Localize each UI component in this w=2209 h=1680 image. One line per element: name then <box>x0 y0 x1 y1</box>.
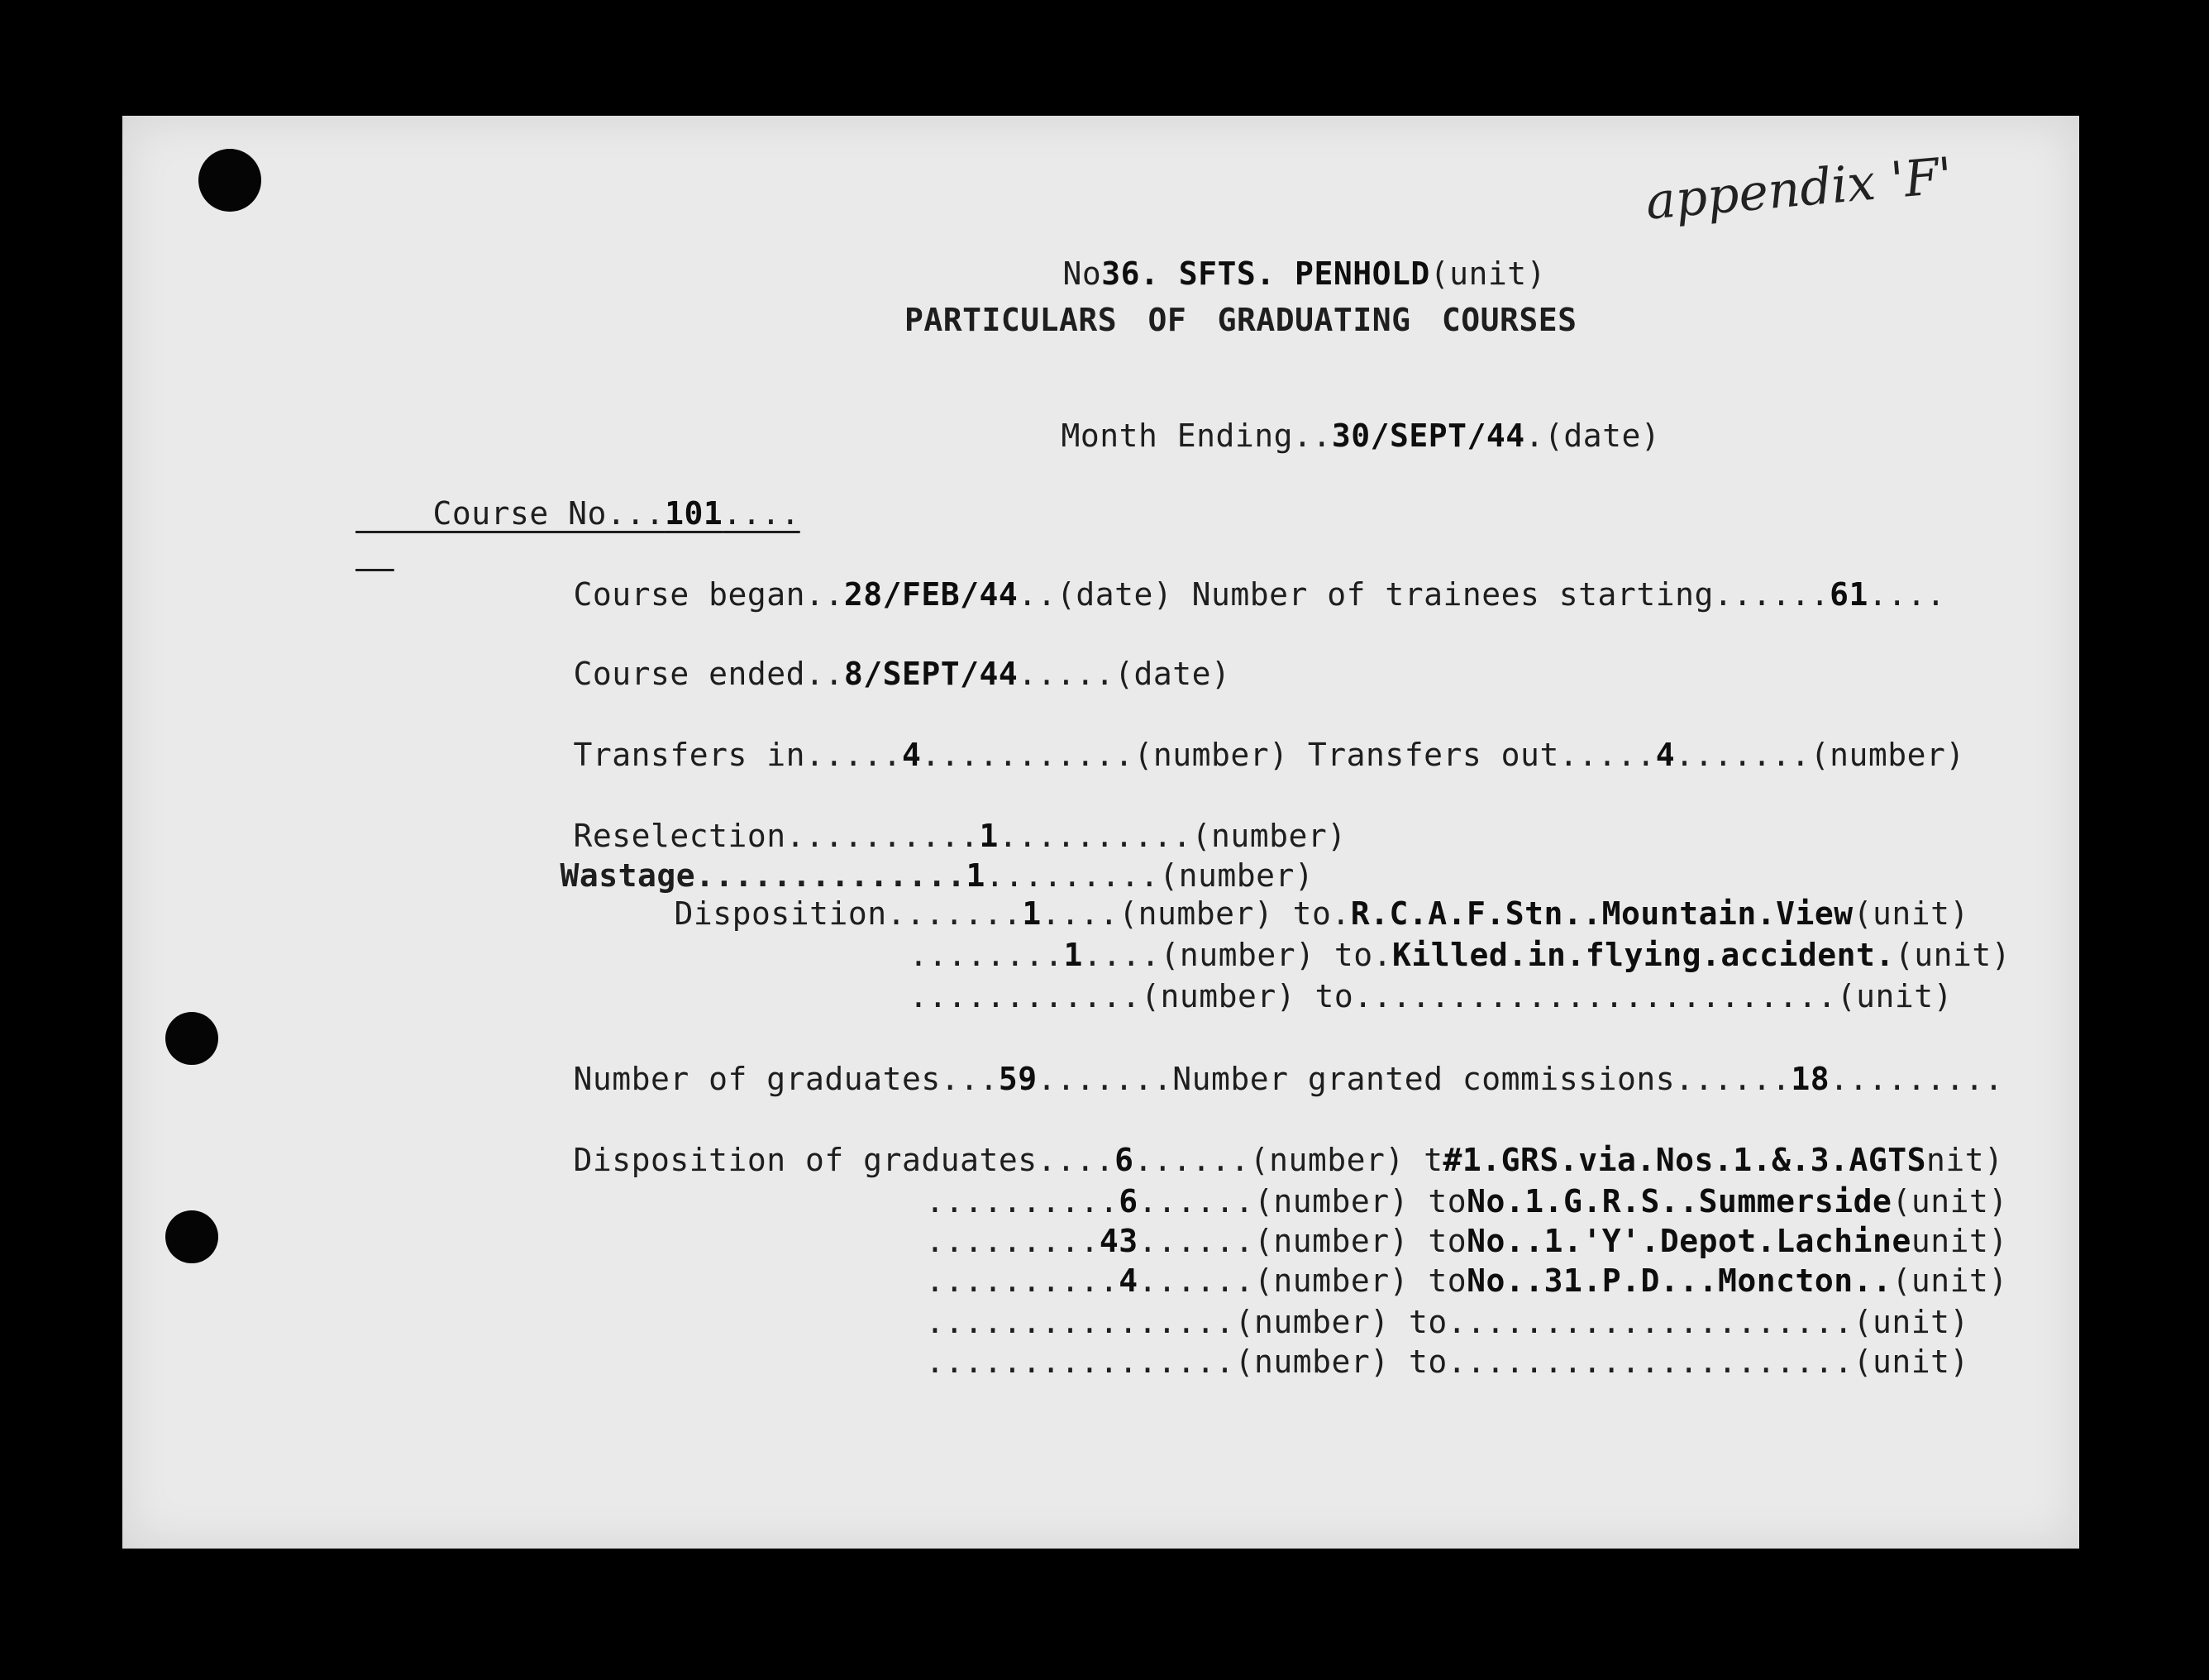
row-mid: ....(number) to. <box>1041 895 1351 932</box>
row-end: (unit) <box>1853 895 1969 932</box>
document-title: PARTICULARS OF GRADUATING COURSES <box>904 302 1577 338</box>
row-unit: No..1.'Y'.Depot.Lachine <box>1467 1223 1911 1259</box>
month-value: 30/SEPT/44 <box>1331 418 1525 454</box>
transfers-in-value: 4 <box>901 737 922 773</box>
punch-hole-bottom <box>165 1210 218 1263</box>
row-mid: (number) to <box>1234 1344 1448 1380</box>
ended-trail: .....(date) <box>1018 656 1231 692</box>
row-end: (unit) <box>1892 1262 2008 1299</box>
row-number: 1 <box>1063 937 1083 973</box>
row-mid: ......(number) t <box>1133 1142 1443 1178</box>
row-lead: .......... <box>925 1183 1119 1219</box>
month-suffix: .(date) <box>1524 418 1661 454</box>
row-unit: No..31.P.D...Moncton.. <box>1467 1262 1892 1299</box>
month-ending-line <box>984 379 1660 493</box>
reselection-value: 1 <box>979 818 999 854</box>
graduates-mid: .......Number granted commissions...... <box>1037 1061 1792 1097</box>
reselection-label: Reselection.......... <box>573 818 980 854</box>
row-end: (unit) <box>1894 937 2011 973</box>
month-prefix: Month Ending.. <box>1061 418 1332 454</box>
transfers-mid: ...........(number) Transfers out..... <box>921 737 1656 773</box>
row-end: (unit) <box>1892 1183 2008 1219</box>
course-label: Course No... <box>432 495 666 532</box>
row-unit: ......................... <box>1353 978 1837 1014</box>
graduate-disposition-label: Disposition of graduates.... <box>573 1142 1115 1178</box>
course-number: 101 <box>665 495 723 532</box>
began-date: 28/FEB/44 <box>843 576 1019 613</box>
graduates-label: Number of graduates... <box>573 1061 999 1097</box>
row-unit: No.1.G.R.S..Summerside <box>1467 1183 1892 1219</box>
transfers-out-value: 4 <box>1655 737 1676 773</box>
began-mid: ..(date) Number of trainees starting...... <box>1018 576 1830 613</box>
punch-hole-middle <box>165 1012 218 1065</box>
row-number: 6 <box>1119 1183 1138 1219</box>
handwritten-appendix-note: appendix 'F' <box>1644 146 1955 231</box>
unit-value: 36. SFTS. PENHOLD <box>1101 255 1430 292</box>
row-end: nit) <box>1926 1142 2004 1178</box>
ended-date: 8/SEPT/44 <box>843 656 1019 692</box>
punch-hole-top <box>198 149 261 212</box>
row-unit: Killed.in.flying.accident. <box>1391 937 1895 973</box>
graduates-trail: ......... <box>1830 1061 2004 1097</box>
wastage-value: 1 <box>966 857 985 894</box>
row-lead: ................ <box>925 1344 1235 1380</box>
row-end: unit) <box>1911 1223 2008 1259</box>
row-mid: ......(number) to <box>1138 1183 1467 1219</box>
row-end: (unit) <box>1836 978 1953 1014</box>
reselection-trail: ..........(number) <box>998 818 1347 854</box>
transfers-in-label: Transfers in..... <box>573 737 902 773</box>
wastage-trail: .........(number) <box>985 857 1314 894</box>
wastage-label: Wastage.............. <box>560 857 966 894</box>
course-trail: .... <box>723 495 800 532</box>
graduate-disposition-row <box>848 1305 1969 1419</box>
row-lead: ......... <box>925 1223 1100 1259</box>
transfers-trail: .......(number) <box>1675 737 1965 773</box>
document-sheet <box>122 116 2079 1549</box>
row-mid: (number) to <box>1141 978 1354 1014</box>
row-lead: ............ <box>909 978 1142 1014</box>
row-number: 4 <box>1119 1262 1138 1299</box>
row-number: 1 <box>1022 895 1042 932</box>
began-trail: .... <box>1868 576 1946 613</box>
row-mid: ......(number) to <box>1138 1223 1467 1259</box>
trainees-starting: 61 <box>1830 576 1868 613</box>
began-label: Course began.. <box>573 576 844 613</box>
unit-prefix: No <box>1062 255 1102 292</box>
row-unit: R.C.A.F.Stn..Mountain.View <box>1350 895 1854 932</box>
row-end: (unit) <box>1853 1304 1969 1340</box>
row-lead: ................ <box>925 1304 1235 1340</box>
row-number: 43 <box>1099 1223 1138 1259</box>
graduates-value: 59 <box>998 1061 1038 1097</box>
unit-suffix: (unit) <box>1429 255 1546 292</box>
ended-label: Course ended.. <box>573 656 844 692</box>
row-mid: ....(number) to. <box>1082 937 1392 973</box>
commissions-value: 18 <box>1791 1061 1830 1097</box>
row-unit: ..................... <box>1447 1304 1854 1340</box>
row-lead: ........ <box>909 937 1064 973</box>
row-lead: Disposition....... <box>674 895 1023 932</box>
row-unit: #1.GRS.via.Nos.1.&.3.AGTS <box>1443 1142 1926 1178</box>
row-mid: ......(number) to <box>1138 1262 1467 1299</box>
row-end: (unit) <box>1853 1344 1969 1380</box>
row-lead: .......... <box>925 1262 1119 1299</box>
row-mid: (number) to <box>1234 1304 1448 1340</box>
row-number: 6 <box>1114 1142 1134 1178</box>
row-unit: ..................... <box>1447 1344 1854 1380</box>
